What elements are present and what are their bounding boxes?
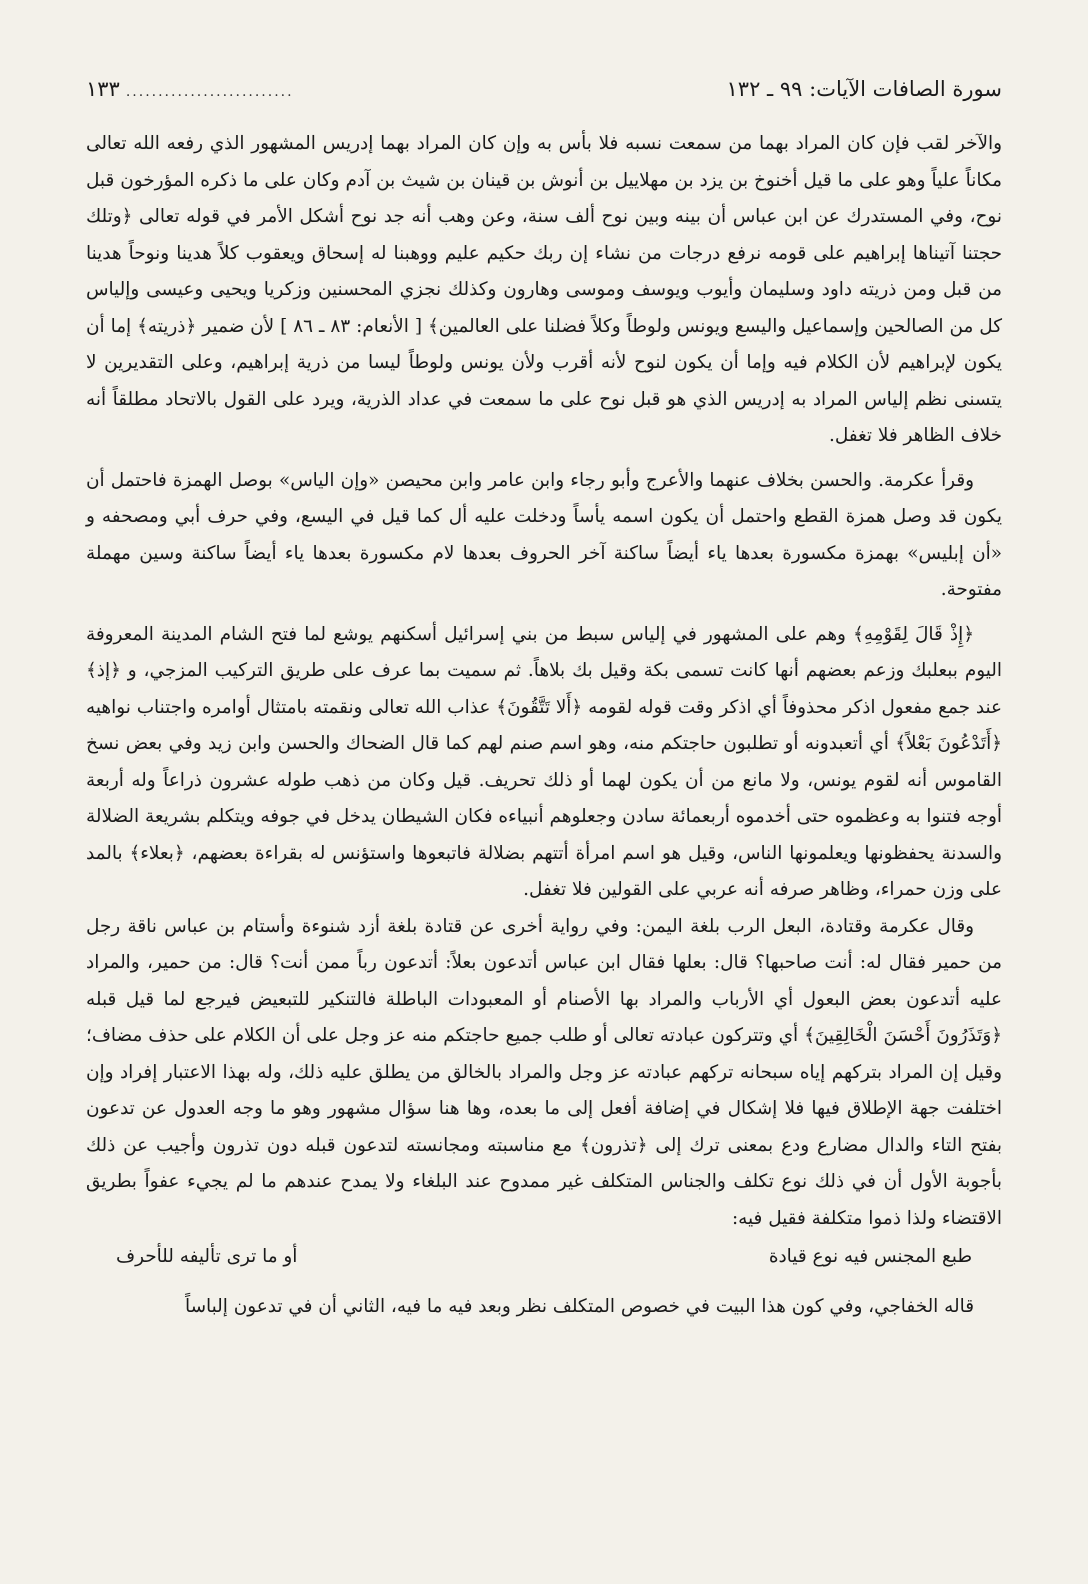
paragraph: وقال عكرمة وقتادة، البعل الرب بلغة اليمن: وفي رواية أخرى عن قتادة بلغة أزد شنوءة وأستام بن عباس ناقة رجل من حمير فقال له: أنت صاحبها؟ قال: بعلها فقال ابن عباس أتدعون بعلاً: أتدعون رباً ممن أنت؟ قال: من حمير، والمراد عليه أتدعون بعض البعول أي الأرباب والمراد بها الأصنام أو المعبودات الباطلة فالتنكير للتبعيض فيرجع لما قيل قبله ﴿وَتَذَرُونَ أَحْسَنَ الْخَالِقِينَ﴾ أي وتتركون عبادته تعالى أو طلب جميع حاجتكم منه عز وجل على أن الكلام على حذف مضاف؛ وقيل إن المراد بتركهم إياه سبحانه تركهم عبادته عز وجل والمراد بالخالق من يطلق عليه ذلك، وله بهذا الاعتبار إفراد وإن اختلفت جهة الإطلاق فيها فلا إشكال في إضافة أفعل إلى ما بعده، وها هنا سؤال مشهور وهو ما وجه العدول عن تدعون بفتح التاء والدال مضارع ودع بمعنى ترك إلى ﴿تذرون﴾ مع مناسبته ومجانسته لتدعون قبله دون تذرون وأجيب عن ذلك بأجوبة الأول أن في ذلك نوع تكلف والجناس المتكلف غير ممدوح عند البلغاء ولا يمدح عندهم ما لم يجيء عفواً بطريق الاقتضاء ولذا ذموا متكلفة فقيل فيه: [86,915,1002,1229]
running-head [86,72,1002,110]
paragraph: قاله الخفاجي، وفي كون هذا البيت في خصوص المتكلف نظر وبعد فيه ما فيه، الثاني أن في تدعون إلباساً [185,1296,974,1317]
page-number: ١٣٣ [86,77,120,101]
verse-first-hemistich: طبع المجنس فيه نوع قيادة [768,1246,972,1267]
running-head-title: سورة الصافات الآيات: ٩٩ ـ ١٣٢ [726,77,1002,101]
running-head-page [86,72,294,109]
poetry-verse [86,1237,1002,1275]
paragraph: وقرأ عكرمة. والحسن بخلاف عنهما والأعرج وأبو رجاء وابن عامر وابن محيصن «وإن الياس» بوصل الهمزة فاحتمل أن يكون قد وصل همزة القطع واحتمل أن يكون اسمه يأساً ودخلت عليه أل كما قيل في اليسع، وفي حرف أبي ومصحفه و «أن إبليس» بهمزة مكسورة بعدها ياء أيضاً ساكنة آخر الحروف بعدها لام مكسورة بعدها ياء أيضاً ساكنة وسين مهملة مفتوحة. [86,469,1002,600]
body-text [86,126,1002,1326]
dot-leader: .......................... [125,84,294,100]
verse-second-hemistich: أو ما ترى تأليفه للأحرف [116,1246,298,1267]
paragraph: والآخر لقب فإن كان المراد بهما من سمعت نسبه فلا بأس به وإن كان المراد بهما إدريس المشهور الذي رفعه الله تعالى مكاناً علياً وهو على ما قيل أخنوخ بن يزد بن مهلاييل بن أنوش بن قينان بن شيث بن آدم وكان على ما ذكره المؤرخون قبل نوح، وفي المستدرك عن ابن عباس أن بينه وبين نوح ألف سنة، وعن وهب أنه جد نوح أشكل الأمر في قوله تعالى ﴿وتلك حجتنا آتيناها إبراهيم على قومه نرفع درجات من نشاء إن ربك حكيم عليم ووهبنا له إسحاق ويعقوب كلاً هدينا ونوحاً هدينا من قبل ومن ذريته داود وسليمان وأيوب ويوسف وموسى وهارون وكذلك نجزي المحسنين وزكريا ويحيى وعيسى وإلياس كل من الصالحين وإسماعيل واليسع ويونس ولوطاً وكلاً فضلنا على العالمين﴾ [ الأنعام: ٨٣ ـ ٨٦ ] لأن ضمير ﴿ذريته﴾ إما أن يكون لإبراهيم لأن الكلام فيه وإما أن يكون لنوح لأنه أقرب ولأن يونس ولوطاً ليسا من ذرية إبراهيم، وعلى التقديرين لا يتسنى نظم إلياس المراد به إدريس الذي هو قبل نوح على ما سمعت في عداد الذرية، ويرد على القول بالاتحاد مطلقاً أنه خلاف الظاهر فلا تغفل. [86,133,1002,446]
paragraph: ﴿إِذْ قَالَ لِقَوْمِهِ﴾ وهم على المشهور في إلياس سبط من بني إسرائيل أسكنهم يوشع لما فتح الشام المدينة المعروفة اليوم ببعلبك وزعم بعضهم أنها كانت تسمى بكة وقيل بك بلاهاً. ثم سميت بما عرف على طريق التركيب المزجي، و ﴿إذ﴾ عند جمع مفعول اذكر محذوفاً أي اذكر وقت قوله لقومه ﴿أَلا تَتَّقُونَ﴾ عذاب الله تعالى ونقمته بامتثال أوامره واجتناب نواهيه ﴿أَتَدْعُونَ بَعْلاً﴾ أي أتعبدونه أو تطلبون حاجتكم منه، وهو اسم صنم لهم كما قال الضحاك والحسن وابن زيد وفي بعض نسخ القاموس أنه لقوم يونس، ولا مانع من أن يكون لهما أو ذلك تحريف. قيل وكان من ذهب طوله عشرون ذراعاً وله أربعة أوجه فتنوا به وعظموه حتى أخدموه أربعمائة سادن وجعلوهم أنبياءه فكان الشيطان يدخل في جوفه ويتكلم بشريعة الضلالة والسدنة يحفظونها ويعلمونها الناس، وقيل هو اسم امرأة أتتهم بضلالة فاتبعوها واستؤنس له بقراءة بعضهم، ﴿بعلاء﴾ بالمد على وزن حمراء، وظاهر صرفه أنه عربي على القولين فلا تغفل. [86,623,1002,900]
